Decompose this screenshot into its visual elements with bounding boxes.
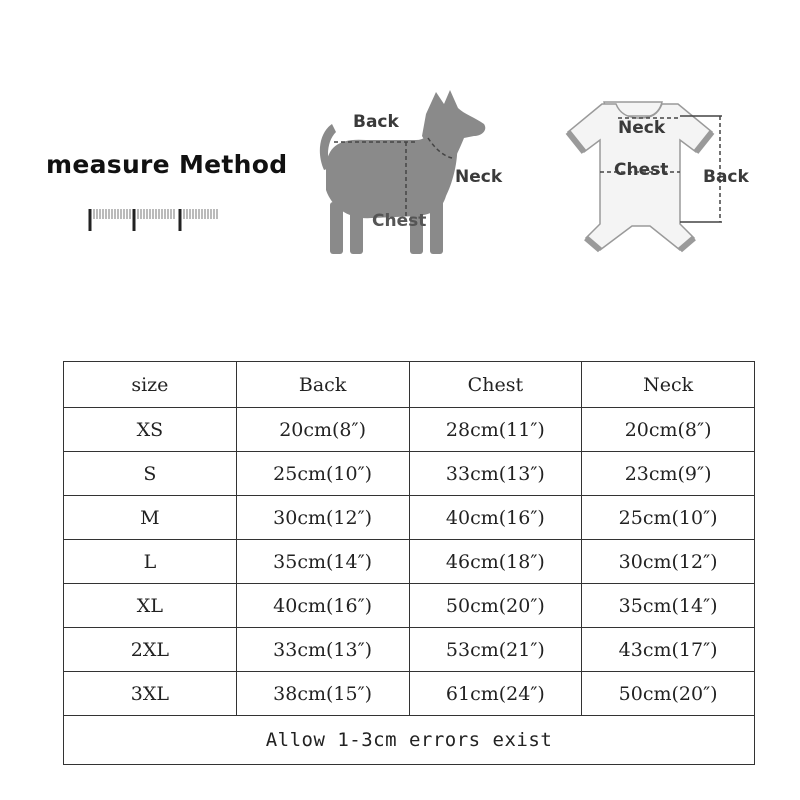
shirt-chest-label: Chest	[614, 160, 669, 180]
back-cell: 20cm(8″)	[236, 408, 409, 452]
back-cell: 40cm(16″)	[236, 584, 409, 628]
shirt-neck-label: Neck	[618, 118, 666, 138]
measure-method-heading: measure Method	[46, 150, 288, 179]
error-tolerance-note: Allow 1-3cm errors exist	[64, 716, 755, 765]
neck-cell: 25cm(10″)	[582, 496, 755, 540]
table-header-row	[64, 362, 755, 408]
size-cell: L	[64, 540, 237, 584]
header-neck: Neck	[582, 362, 755, 408]
back-cell: 38cm(15″)	[236, 672, 409, 716]
chest-cell: 61cm(24″)	[409, 672, 582, 716]
header-chest: Chest	[409, 362, 582, 408]
shirt-back-label: Back	[703, 167, 749, 187]
neck-cell: 23cm(9″)	[582, 452, 755, 496]
header-back: Back	[236, 362, 409, 408]
chest-cell: 40cm(16″)	[409, 496, 582, 540]
ruler-icon	[88, 205, 220, 233]
table-note-row	[64, 716, 755, 765]
size-cell: M	[64, 496, 237, 540]
neck-cell: 20cm(8″)	[582, 408, 755, 452]
back-cell: 33cm(13″)	[236, 628, 409, 672]
chest-cell: 28cm(11″)	[409, 408, 582, 452]
table-row	[64, 672, 755, 716]
table-row	[64, 584, 755, 628]
size-chart-table	[63, 361, 755, 765]
chest-cell: 53cm(21″)	[409, 628, 582, 672]
size-cell: XL	[64, 584, 237, 628]
back-cell: 35cm(14″)	[236, 540, 409, 584]
size-cell: XS	[64, 408, 237, 452]
chest-cell: 50cm(20″)	[409, 584, 582, 628]
table-row	[64, 540, 755, 584]
size-cell: 3XL	[64, 672, 237, 716]
chest-cell: 33cm(13″)	[409, 452, 582, 496]
neck-cell: 50cm(20″)	[582, 672, 755, 716]
table-row	[64, 628, 755, 672]
chest-cell: 46cm(18″)	[409, 540, 582, 584]
neck-cell: 35cm(14″)	[582, 584, 755, 628]
dog-back-label: Back	[353, 112, 399, 132]
dog-neck-label: Neck	[455, 167, 503, 187]
size-cell: S	[64, 452, 237, 496]
header-size: size	[64, 362, 237, 408]
neck-cell: 43cm(17″)	[582, 628, 755, 672]
neck-cell: 30cm(12″)	[582, 540, 755, 584]
table-row	[64, 408, 755, 452]
table-row	[64, 496, 755, 540]
size-cell: 2XL	[64, 628, 237, 672]
dog-chest-label: Chest	[372, 211, 427, 231]
table-row	[64, 452, 755, 496]
back-cell: 25cm(10″)	[236, 452, 409, 496]
back-cell: 30cm(12″)	[236, 496, 409, 540]
